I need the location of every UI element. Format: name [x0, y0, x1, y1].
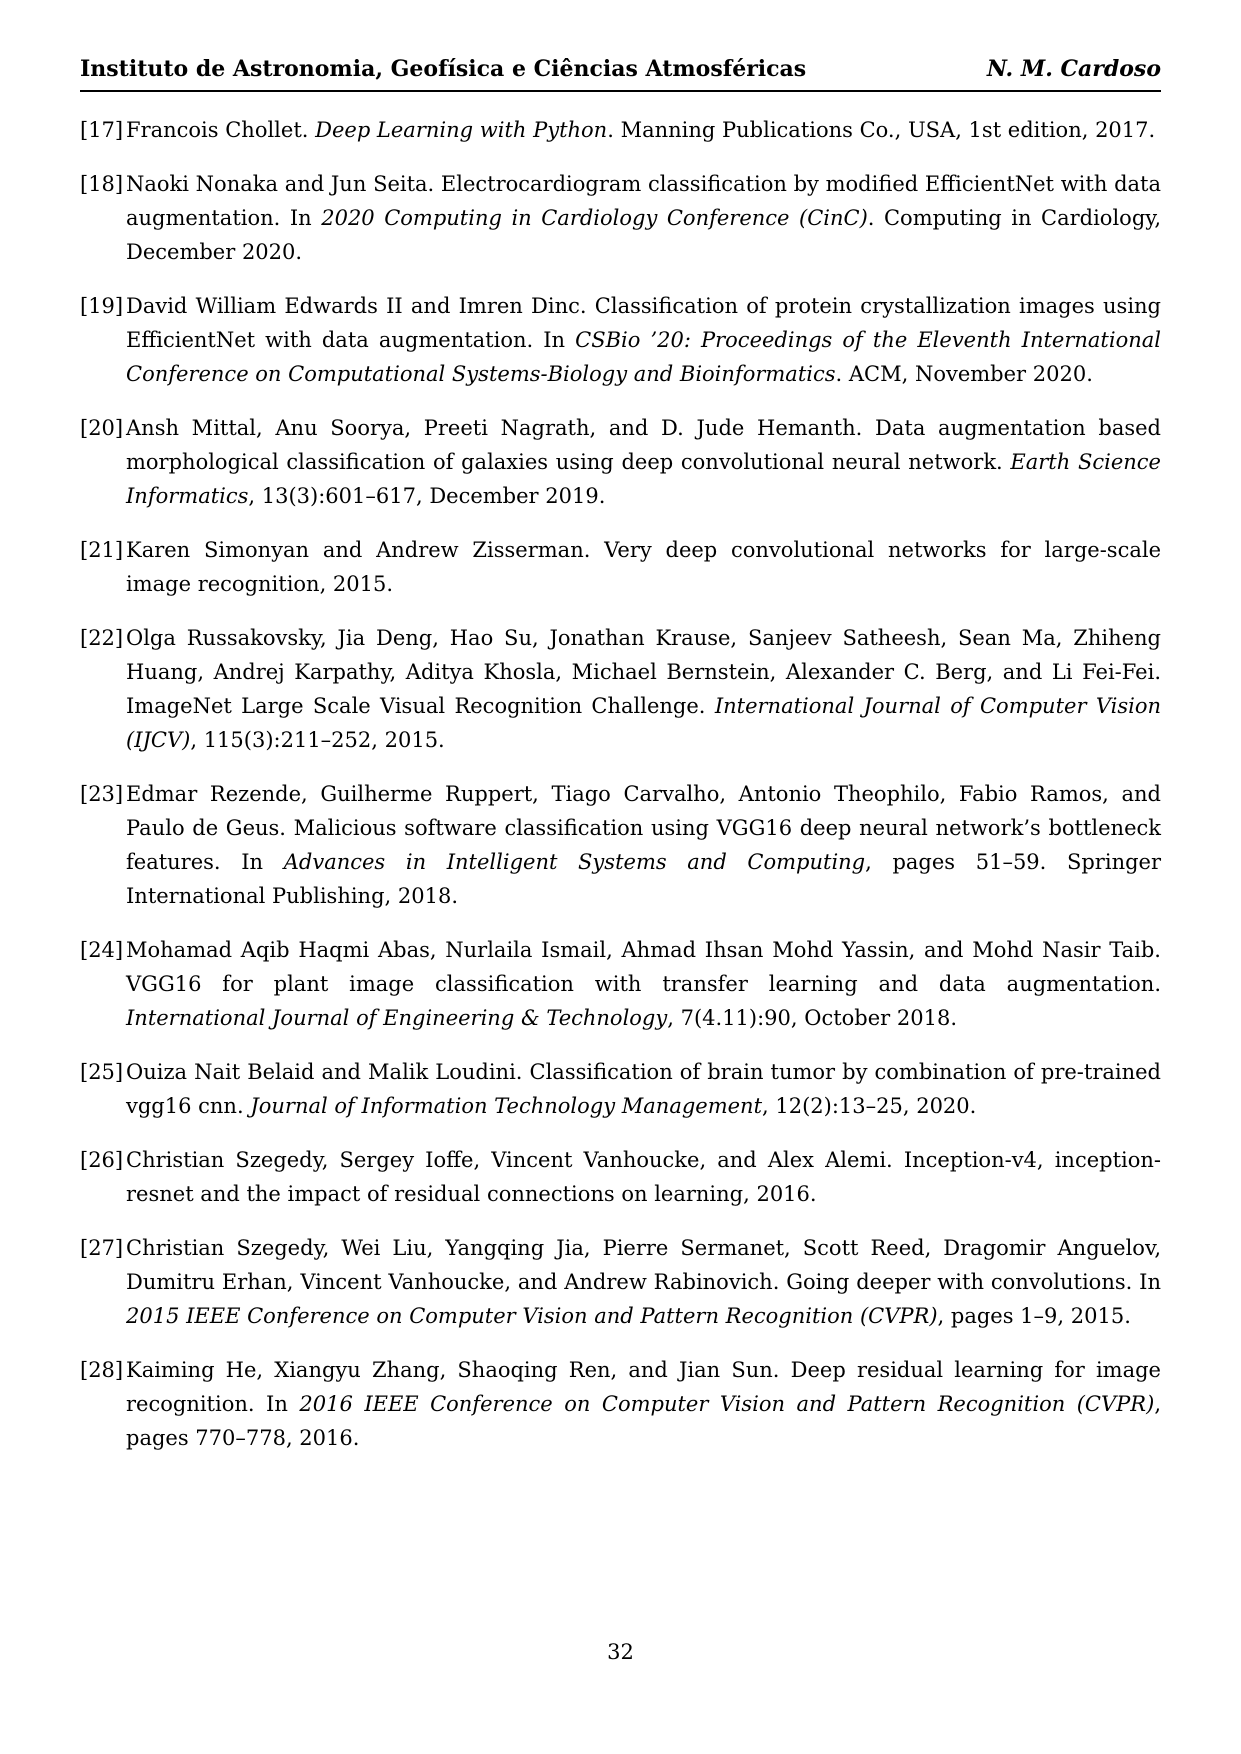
reference-text	[126, 1358, 1161, 1450]
reference-item	[80, 621, 1161, 757]
reference-text-segment: . ACM, November 2020.	[835, 362, 1093, 386]
reference-item	[80, 289, 1161, 391]
reference-text	[126, 626, 1161, 752]
reference-text-segment: Kaiming He, Xiangyu Zhang, Shaoqing Ren, and Jian Sun. Deep residual learning for image recognition. In	[126, 1358, 1161, 1416]
reference-text-segment: , pages 770–778, 2016.	[126, 1392, 1161, 1450]
reference-text	[126, 118, 1155, 142]
reference-item	[80, 1055, 1161, 1123]
reference-text-segment: , 115(3):211–252, 2015.	[190, 728, 445, 752]
reference-label: [25]	[80, 1060, 124, 1084]
reference-list	[80, 113, 1161, 1455]
reference-label: [21]	[80, 538, 124, 562]
reference-venue-italic: 2020 Computing in Cardiology Conference (CinC)	[321, 206, 868, 230]
reference-text-segment: Ouiza Nait Belaid and Malik Loudini. Classification of brain tumor by combination of pre-trained vgg16 cnn.	[126, 1060, 1161, 1118]
reference-label: [28]	[80, 1358, 124, 1382]
reference-item	[80, 1353, 1161, 1455]
reference-text	[126, 1236, 1161, 1328]
reference-text-segment: , pages 51–59. Springer International Publishing, 2018.	[126, 850, 1161, 908]
reference-text-segment: , 12(2):13–25, 2020.	[762, 1094, 977, 1118]
reference-label: [27]	[80, 1236, 124, 1260]
reference-item	[80, 167, 1161, 269]
reference-text-segment: Christian Szegedy, Sergey Ioffe, Vincent Vanhoucke, and Alex Alemi. Inception-v4, inception-resnet and the impact of residual connections on learning, 2016.	[126, 1148, 1161, 1206]
reference-text-segment: , 13(3):601–617, December 2019.	[248, 484, 606, 508]
reference-label: [23]	[80, 782, 124, 806]
reference-venue-italic: 2015 IEEE Conference on Computer Vision and Pattern Recognition (CVPR)	[126, 1304, 938, 1328]
reference-text-segment: , pages 1–9, 2015.	[937, 1304, 1131, 1328]
reference-item	[80, 933, 1161, 1035]
reference-text	[126, 294, 1161, 386]
reference-item	[80, 113, 1161, 147]
reference-text	[126, 538, 1161, 596]
reference-text-segment: Karen Simonyan and Andrew Zisserman. Very deep convolutional networks for large-scale image recognition, 2015.	[126, 538, 1161, 596]
reference-item	[80, 1231, 1161, 1333]
header-author: N. M. Cardoso	[986, 56, 1161, 82]
reference-item	[80, 1143, 1161, 1211]
reference-text-segment: Ansh Mittal, Anu Soorya, Preeti Nagrath, and D. Jude Hemanth. Data augmentation based morphological classification of galaxies using deep convolutional neural network.	[126, 416, 1161, 474]
reference-label: [26]	[80, 1148, 124, 1172]
reference-item	[80, 777, 1161, 913]
reference-text-segment: . Computing in Cardiology, December 2020.	[126, 206, 1162, 264]
reference-label: [20]	[80, 416, 124, 440]
page-content	[80, 56, 1161, 1475]
reference-label: [17]	[80, 118, 124, 142]
reference-venue-italic: Deep Learning with Python	[315, 118, 608, 142]
reference-text-segment: . Manning Publications Co., USA, 1st edition, 2017.	[607, 118, 1156, 142]
reference-label: [24]	[80, 938, 124, 962]
reference-label: [22]	[80, 626, 124, 650]
reference-text	[126, 172, 1161, 264]
reference-text-segment: Mohamad Aqib Haqmi Abas, Nurlaila Ismail, Ahmad Ihsan Mohd Yassin, and Mohd Nasir Taib. VGG16 for plant image classification with transfer learning and data augmentation.	[126, 938, 1161, 996]
reference-text-segment: Edmar Rezende, Guilherme Ruppert, Tiago Carvalho, Antonio Theophilo, Fabio Ramos, and Paulo de Geus. Malicious software classification using VGG16 deep neural network’s bottleneck features. In	[126, 782, 1161, 874]
reference-text	[126, 1060, 1161, 1118]
reference-item	[80, 411, 1161, 513]
running-header	[80, 56, 1161, 92]
reference-item	[80, 533, 1161, 601]
reference-text	[126, 938, 1161, 1030]
reference-venue-italic: 2016 IEEE Conference on Computer Vision and Pattern Recognition (CVPR)	[299, 1392, 1155, 1416]
reference-venue-italic: International Journal of Computer Vision (IJCV)	[126, 694, 1161, 752]
reference-text-segment: Naoki Nonaka and Jun Seita. Electrocardiogram classification by modified EfficientNet with data augmentation. In	[126, 172, 1161, 230]
reference-venue-italic: Journal of Information Technology Management	[250, 1094, 763, 1118]
reference-text-segment: Christian Szegedy, Wei Liu, Yangqing Jia, Pierre Sermanet, Scott Reed, Dragomir Anguelov, Dumitru Erhan, Vincent Vanhoucke, and Andrew Rabinovich. Going deeper with convolutions. In	[126, 1236, 1161, 1294]
reference-venue-italic: CSBio ’20: Proceedings of the Eleventh International Conference on Computational Systems-Biology and Bioinformatics	[126, 328, 1161, 386]
reference-text-segment: Olga Russakovsky, Jia Deng, Hao Su, Jonathan Krause, Sanjeev Satheesh, Sean Ma, Zhiheng Huang, Andrej Karpathy, Aditya Khosla, Michael Bernstein, Alexander C. Berg, and Li Fei-Fei. ImageNet Large Scale Visual Recognition Challenge.	[126, 626, 1161, 718]
reference-text	[126, 416, 1161, 508]
reference-label: [19]	[80, 294, 124, 318]
page-number: 32	[607, 1640, 634, 1664]
reference-text	[126, 1148, 1161, 1206]
reference-text-segment: , 7(4.11):90, October 2018.	[667, 1006, 958, 1030]
reference-text	[126, 782, 1161, 908]
reference-venue-italic: Advances in Intelligent Systems and Computing	[283, 850, 866, 874]
reference-venue-italic: Earth Science Informatics	[126, 450, 1161, 508]
reference-venue-italic: International Journal of Engineering & Technology	[126, 1006, 668, 1030]
reference-text-segment: Francois Chollet.	[126, 118, 316, 142]
reference-text-segment: David William Edwards II and Imren Dinc. Classification of protein crystallization images using EfficientNet with data augmentation. In	[126, 294, 1161, 352]
header-institute: Instituto de Astronomia, Geofísica e Ciências Atmosféricas	[80, 56, 807, 82]
reference-label: [18]	[80, 172, 124, 196]
